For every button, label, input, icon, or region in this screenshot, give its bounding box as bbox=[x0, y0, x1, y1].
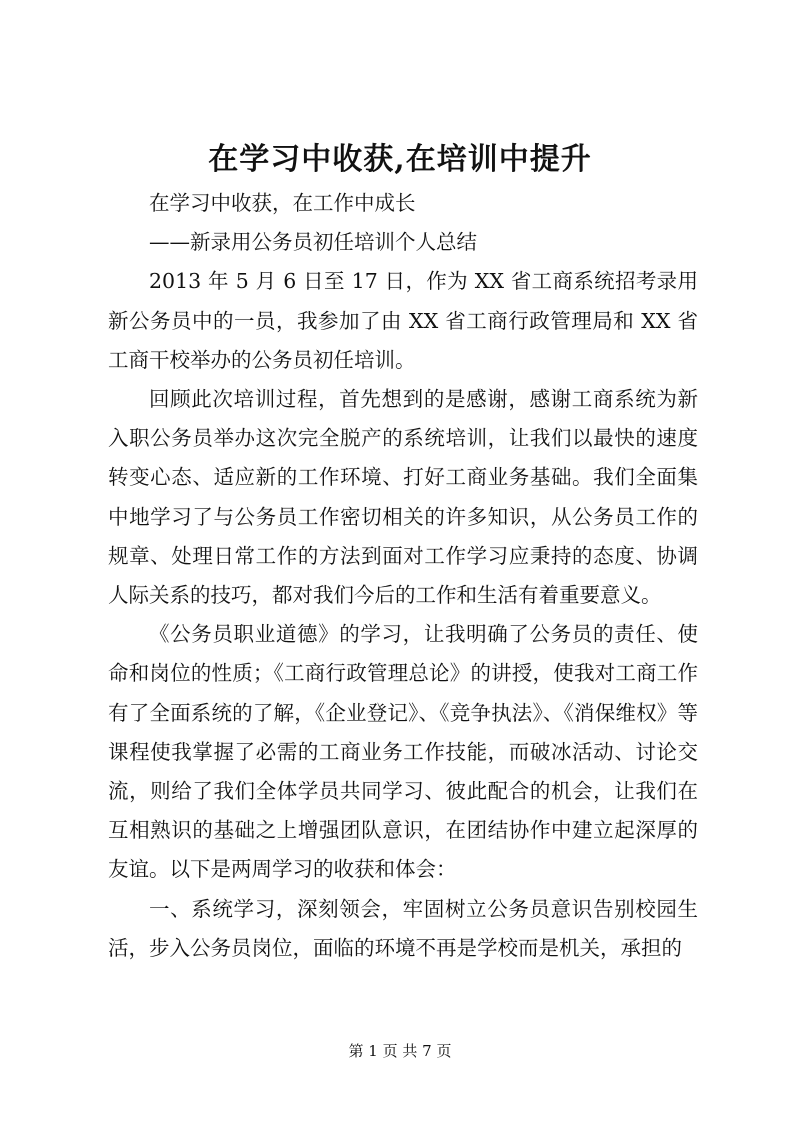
paragraph: 《公务员职业道德》的学习，让我明确了公务员的责任、使命和岗位的性质；《工商行政管理总论》的讲授，使我对工商工作有了全面系统的了解，《企业登记》、《竞争执法》、《消保维权》等课程使我掌握了必需的工商业务工作技能，而破冰活动、讨论交流，则给了我们全体学员共同学习、彼此配合的机会，让我们在互相熟识的基础之上增强团队意识，在团结协作中建立起深厚的友谊。以下是两周学习的收获和体会： bbox=[108, 622, 698, 882]
paragraph: 回顾此次培训过程，首先想到的是感谢，感谢工商系统为新入职公务员举办这次完全脱产的系统培训，让我们以最快的速度转变心态、适应新的工作环境、打好工商业务基础。我们全面集中地学习了与公务员工作密切相关的许多知识，从公务员工作的规章、处理日常工作的方法到面对工作学习应秉持的态度、协调人际关系的技巧，都对我们今后的工作和生活有着重要意义。 bbox=[108, 387, 698, 608]
document-title: 在学习中收获,在培训中提升 bbox=[208, 142, 592, 177]
paragraph: 2013 年 5 月 6 日至 17 日，作为 XX 省工商系统招考录用新公务员中的一员，我参加了由 XX 省工商行政管理局和 XX 省工商干校举办的公务员初任培训。 bbox=[108, 269, 698, 372]
page-indicator: 第 1 页 共 7 页 bbox=[348, 1042, 452, 1060]
subtitle: 在学习中收获，在工作中成长 bbox=[149, 191, 416, 215]
subtitle-secondary: ——新录用公务员初任培训个人总结 bbox=[149, 230, 477, 255]
document-body bbox=[108, 184, 698, 968]
paragraph: 一、系统学习，深刻领会，牢固树立公务员意识告别校园生活，步入公务员岗位，面临的环境不再是学校而是机关，承担的 bbox=[108, 896, 698, 960]
